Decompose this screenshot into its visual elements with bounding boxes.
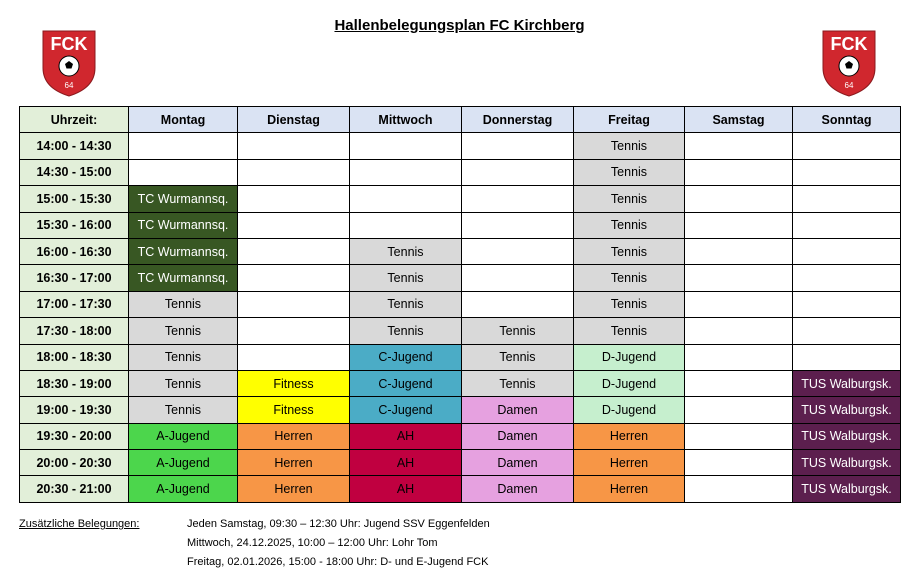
table-row bbox=[20, 186, 901, 212]
booking-cell bbox=[685, 212, 793, 238]
booking-cell bbox=[462, 291, 574, 317]
booking-cell: TC Wurmannsq. bbox=[129, 212, 238, 238]
booking-cell: Herren bbox=[238, 476, 350, 502]
booking-cell: Fitness bbox=[238, 370, 350, 396]
booking-cell bbox=[793, 186, 901, 212]
fck-logo-left bbox=[40, 28, 98, 98]
booking-cell bbox=[685, 291, 793, 317]
table-row bbox=[20, 476, 901, 502]
booking-cell bbox=[685, 450, 793, 476]
booking-cell bbox=[685, 318, 793, 344]
day-header: Mittwoch bbox=[350, 107, 462, 133]
booking-cell bbox=[685, 238, 793, 264]
booking-cell: C-Jugend bbox=[350, 370, 462, 396]
booking-cell: TC Wurmannsq. bbox=[129, 238, 238, 264]
booking-cell bbox=[462, 186, 574, 212]
day-header: Dienstag bbox=[238, 107, 350, 133]
booking-cell: Damen bbox=[462, 397, 574, 423]
booking-cell: Tennis bbox=[350, 291, 462, 317]
time-slot: 20:00 - 20:30 bbox=[20, 450, 129, 476]
booking-cell: A-Jugend bbox=[129, 476, 238, 502]
booking-cell bbox=[462, 159, 574, 185]
booking-cell: AH bbox=[350, 423, 462, 449]
booking-cell: Tennis bbox=[350, 318, 462, 344]
booking-cell: Tennis bbox=[129, 344, 238, 370]
time-column-header: Uhrzeit: bbox=[20, 107, 129, 133]
schedule-table bbox=[19, 106, 901, 503]
booking-cell bbox=[238, 133, 350, 159]
booking-cell bbox=[685, 344, 793, 370]
booking-cell: D-Jugend bbox=[574, 344, 685, 370]
booking-cell: Tennis bbox=[574, 212, 685, 238]
time-slot: 19:00 - 19:30 bbox=[20, 397, 129, 423]
booking-cell: Tennis bbox=[462, 344, 574, 370]
booking-cell: Tennis bbox=[574, 186, 685, 212]
booking-cell: Tennis bbox=[350, 238, 462, 264]
booking-cell: Damen bbox=[462, 450, 574, 476]
table-row bbox=[20, 397, 901, 423]
booking-cell bbox=[685, 265, 793, 291]
table-row bbox=[20, 423, 901, 449]
booking-cell bbox=[685, 133, 793, 159]
booking-cell bbox=[462, 238, 574, 264]
booking-cell: AH bbox=[350, 450, 462, 476]
time-slot: 16:30 - 17:00 bbox=[20, 265, 129, 291]
table-row bbox=[20, 291, 901, 317]
booking-cell: Damen bbox=[462, 476, 574, 502]
booking-cell bbox=[350, 212, 462, 238]
booking-cell bbox=[350, 186, 462, 212]
table-row bbox=[20, 159, 901, 185]
booking-cell: TUS Walburgsk. bbox=[793, 397, 901, 423]
booking-cell bbox=[793, 318, 901, 344]
booking-cell: Tennis bbox=[574, 159, 685, 185]
booking-cell bbox=[462, 133, 574, 159]
booking-cell bbox=[793, 159, 901, 185]
notes-label: Zusätzliche Belegungen: bbox=[19, 518, 140, 530]
note-line: Mittwoch, 24.12.2025, 10:00 – 12:00 Uhr: Lohr Tom bbox=[187, 537, 438, 549]
booking-cell: Herren bbox=[574, 476, 685, 502]
booking-cell: Damen bbox=[462, 423, 574, 449]
booking-cell bbox=[129, 133, 238, 159]
booking-cell bbox=[685, 423, 793, 449]
booking-cell bbox=[238, 344, 350, 370]
booking-cell: Herren bbox=[238, 423, 350, 449]
time-slot: 14:00 - 14:30 bbox=[20, 133, 129, 159]
booking-cell: Herren bbox=[574, 450, 685, 476]
time-slot: 14:30 - 15:00 bbox=[20, 159, 129, 185]
time-slot: 19:30 - 20:00 bbox=[20, 423, 129, 449]
booking-cell bbox=[793, 344, 901, 370]
logo-text: FCK bbox=[830, 34, 868, 54]
booking-cell: Tennis bbox=[574, 318, 685, 344]
booking-cell: Tennis bbox=[462, 318, 574, 344]
booking-cell bbox=[793, 212, 901, 238]
booking-cell: Tennis bbox=[574, 291, 685, 317]
table-row bbox=[20, 344, 901, 370]
booking-cell: Herren bbox=[574, 423, 685, 449]
time-slot: 15:00 - 15:30 bbox=[20, 186, 129, 212]
booking-cell bbox=[238, 212, 350, 238]
time-slot: 16:00 - 16:30 bbox=[20, 238, 129, 264]
time-slot: 20:30 - 21:00 bbox=[20, 476, 129, 502]
booking-cell bbox=[238, 291, 350, 317]
note-line: Jeden Samstag, 09:30 – 12:30 Uhr: Jugend SSV Eggenfelden bbox=[187, 518, 490, 530]
booking-cell: Tennis bbox=[350, 265, 462, 291]
time-slot: 17:30 - 18:00 bbox=[20, 318, 129, 344]
booking-cell bbox=[350, 159, 462, 185]
logo-year: 64 bbox=[844, 81, 854, 90]
table-row bbox=[20, 318, 901, 344]
booking-cell: Tennis bbox=[574, 238, 685, 264]
booking-cell bbox=[462, 265, 574, 291]
booking-cell bbox=[685, 186, 793, 212]
booking-cell bbox=[793, 238, 901, 264]
table-row bbox=[20, 265, 901, 291]
booking-cell bbox=[238, 186, 350, 212]
booking-cell: TUS Walburgsk. bbox=[793, 423, 901, 449]
day-header: Sonntag bbox=[793, 107, 901, 133]
time-slot: 17:00 - 17:30 bbox=[20, 291, 129, 317]
time-slot: 18:30 - 19:00 bbox=[20, 370, 129, 396]
note-line: Freitag, 02.01.2026, 15:00 - 18:00 Uhr: D- und E-Jugend FCK bbox=[187, 556, 489, 568]
table-row bbox=[20, 450, 901, 476]
booking-cell: TUS Walburgsk. bbox=[793, 476, 901, 502]
time-slot: 18:00 - 18:30 bbox=[20, 344, 129, 370]
booking-cell: AH bbox=[350, 476, 462, 502]
booking-cell bbox=[238, 238, 350, 264]
booking-cell: D-Jugend bbox=[574, 397, 685, 423]
booking-cell bbox=[238, 265, 350, 291]
booking-cell bbox=[793, 291, 901, 317]
booking-cell bbox=[685, 370, 793, 396]
booking-cell: A-Jugend bbox=[129, 423, 238, 449]
booking-cell: Tennis bbox=[574, 265, 685, 291]
booking-cell: Tennis bbox=[129, 318, 238, 344]
logo-year: 64 bbox=[64, 81, 74, 90]
booking-cell: TC Wurmannsq. bbox=[129, 186, 238, 212]
booking-cell bbox=[462, 212, 574, 238]
header-row bbox=[20, 107, 901, 133]
page-title: Hallenbelegungsplan FC Kirchberg bbox=[334, 17, 585, 34]
day-header: Donnerstag bbox=[462, 107, 574, 133]
booking-cell bbox=[685, 397, 793, 423]
booking-cell: Tennis bbox=[462, 370, 574, 396]
booking-cell bbox=[793, 133, 901, 159]
booking-cell: C-Jugend bbox=[350, 397, 462, 423]
booking-cell: Tennis bbox=[129, 370, 238, 396]
booking-cell: C-Jugend bbox=[350, 344, 462, 370]
booking-cell bbox=[238, 318, 350, 344]
booking-cell: A-Jugend bbox=[129, 450, 238, 476]
fck-logo-right bbox=[820, 28, 878, 98]
logo-text: FCK bbox=[50, 34, 88, 54]
booking-cell: TC Wurmannsq. bbox=[129, 265, 238, 291]
day-header: Freitag bbox=[574, 107, 685, 133]
booking-cell: Herren bbox=[238, 450, 350, 476]
table-row bbox=[20, 212, 901, 238]
booking-cell bbox=[238, 159, 350, 185]
time-slot: 15:30 - 16:00 bbox=[20, 212, 129, 238]
table-row bbox=[20, 133, 901, 159]
booking-cell: TUS Walburgsk. bbox=[793, 450, 901, 476]
booking-cell bbox=[685, 476, 793, 502]
booking-cell: Tennis bbox=[129, 397, 238, 423]
booking-cell bbox=[793, 265, 901, 291]
booking-cell bbox=[350, 133, 462, 159]
table-row bbox=[20, 238, 901, 264]
day-header: Montag bbox=[129, 107, 238, 133]
booking-cell bbox=[129, 159, 238, 185]
day-header: Samstag bbox=[685, 107, 793, 133]
booking-cell: Fitness bbox=[238, 397, 350, 423]
table-row bbox=[20, 370, 901, 396]
booking-cell: Tennis bbox=[129, 291, 238, 317]
booking-cell: D-Jugend bbox=[574, 370, 685, 396]
booking-cell bbox=[685, 159, 793, 185]
booking-cell: TUS Walburgsk. bbox=[793, 370, 901, 396]
booking-cell: Tennis bbox=[574, 133, 685, 159]
